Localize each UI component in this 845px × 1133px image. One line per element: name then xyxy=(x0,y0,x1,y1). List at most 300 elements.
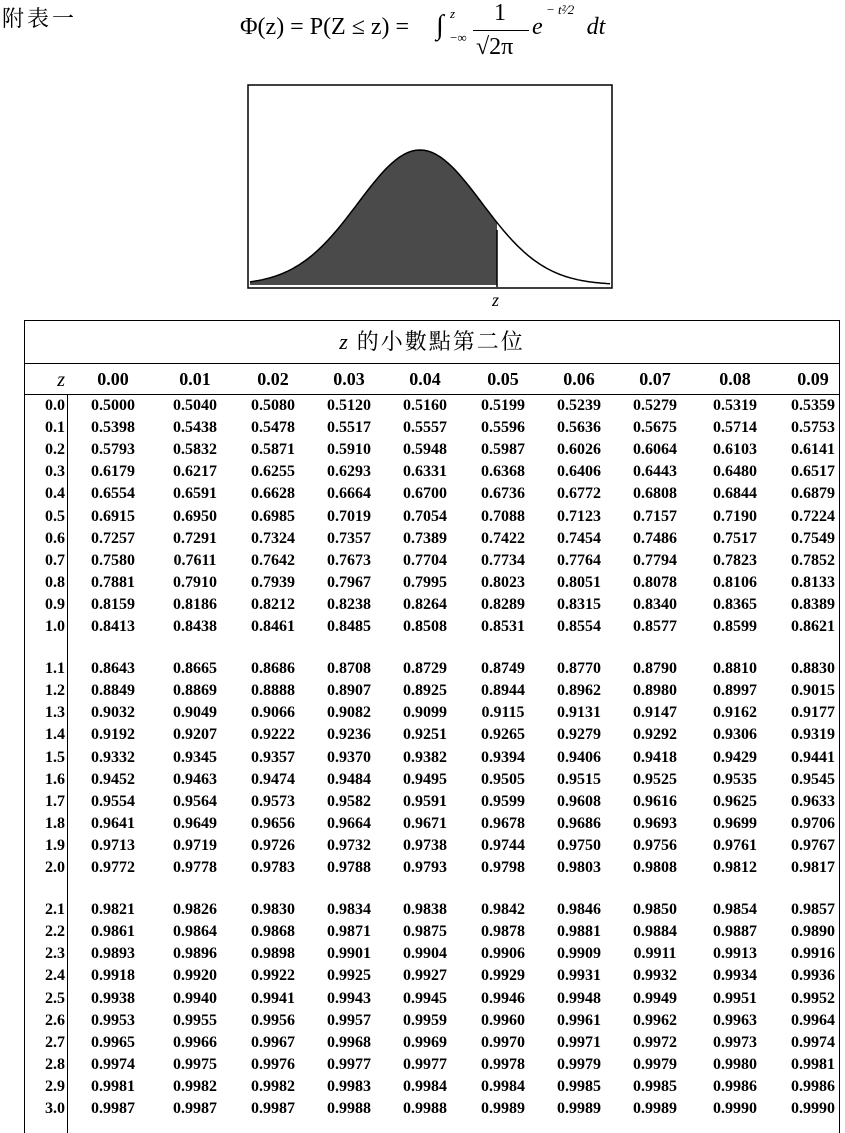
row-z-value: 2.3 xyxy=(45,945,65,963)
table-cell: 0.5239 xyxy=(557,397,601,414)
table-cell: 0.7517 xyxy=(713,529,757,547)
table-cell: 0.9633 xyxy=(791,792,835,810)
table-cell: 0.7734 xyxy=(481,551,525,569)
table-cell: 0.7389 xyxy=(403,529,447,547)
table-cell: 0.5359 xyxy=(791,397,835,414)
table-cell: 0.9756 xyxy=(633,836,677,854)
table-cell: 0.9978 xyxy=(481,1055,525,1073)
table-cell: 0.9990 xyxy=(791,1100,835,1117)
table-cell: 0.9826 xyxy=(173,901,217,919)
row-z-value: 2.1 xyxy=(45,901,65,919)
table-cell: 0.9222 xyxy=(251,726,295,744)
table-cell: 0.9946 xyxy=(481,989,525,1007)
normal-curve-diagram xyxy=(0,80,845,317)
row-z-value: 3.0 xyxy=(45,1100,65,1117)
table-cell: 0.5080 xyxy=(251,397,295,414)
table-cell: 0.8907 xyxy=(327,682,371,700)
table-cell: 0.9406 xyxy=(557,748,601,766)
table-cell: 0.9713 xyxy=(91,836,135,854)
table-cell: 0.7357 xyxy=(327,529,371,547)
table-cell: 0.9750 xyxy=(557,836,601,854)
table-cell: 0.5910 xyxy=(327,441,371,459)
table-cell: 0.7123 xyxy=(557,507,601,525)
table-cell: 0.9131 xyxy=(557,704,601,722)
table-cell: 0.9922 xyxy=(251,967,295,985)
table-row xyxy=(25,1056,839,1078)
table-cell: 0.9868 xyxy=(251,923,295,941)
table-row xyxy=(25,945,839,967)
table-cell: 0.9990 xyxy=(713,1100,757,1117)
table-cell: 0.6700 xyxy=(403,485,447,503)
table-cell: 0.9974 xyxy=(791,1033,835,1051)
table-cell: 0.8238 xyxy=(327,595,371,613)
table-cell: 0.8830 xyxy=(791,660,835,678)
table-row xyxy=(25,923,839,945)
table-row xyxy=(25,704,839,726)
table-cell: 0.9441 xyxy=(791,748,835,766)
row-z-value: 0.2 xyxy=(45,441,65,459)
table-cell: 0.6517 xyxy=(791,463,835,481)
table-cell: 0.8621 xyxy=(791,618,835,635)
table-cell: 0.9177 xyxy=(791,704,835,722)
table-cell: 0.9982 xyxy=(173,1077,217,1095)
table-cell: 0.8438 xyxy=(173,618,217,635)
table-cell: 0.9956 xyxy=(251,1011,295,1029)
row-z-value: 0.0 xyxy=(45,397,65,414)
column-header: 0.07 xyxy=(639,369,671,389)
table-cell: 0.8531 xyxy=(481,618,525,635)
table-cell: 0.9972 xyxy=(633,1033,677,1051)
row-z-value: 1.2 xyxy=(45,682,65,700)
table-cell: 0.6368 xyxy=(481,463,525,481)
table-row xyxy=(25,574,839,596)
row-z-value: 1.0 xyxy=(45,618,65,635)
table-cell: 0.6179 xyxy=(91,463,135,481)
table-cell: 0.9981 xyxy=(791,1055,835,1073)
table-cell: 0.7823 xyxy=(713,551,757,569)
table-row xyxy=(25,530,839,552)
table-cell: 0.5319 xyxy=(713,397,757,414)
table-cell: 0.8790 xyxy=(633,660,677,678)
table-cell: 0.6480 xyxy=(713,463,757,481)
table-cell: 0.8264 xyxy=(403,595,447,613)
table-cell: 0.9812 xyxy=(713,859,757,876)
row-z-value: 1.4 xyxy=(45,726,65,744)
table-cell: 0.9803 xyxy=(557,859,601,876)
row-z-value: 2.9 xyxy=(45,1077,65,1095)
table-cell: 0.9706 xyxy=(791,814,835,832)
table-cell: 0.6628 xyxy=(251,485,295,503)
table-cell: 0.9974 xyxy=(91,1055,135,1073)
table-cell: 0.9987 xyxy=(91,1100,135,1117)
table-cell: 0.8849 xyxy=(91,682,135,700)
row-z-value: 0.9 xyxy=(45,595,65,613)
cdf-formula xyxy=(240,0,660,70)
table-cell: 0.9678 xyxy=(481,814,525,832)
table-cell: 0.6141 xyxy=(791,441,835,459)
table-cell: 0.5871 xyxy=(251,441,295,459)
table-row xyxy=(25,596,839,618)
table-cell: 0.8023 xyxy=(481,573,525,591)
table-cell: 0.9970 xyxy=(481,1033,525,1051)
table-cell: 0.9535 xyxy=(713,770,757,788)
table-row xyxy=(25,682,839,704)
table-cell: 0.9664 xyxy=(327,814,371,832)
table-cell: 0.8389 xyxy=(791,595,835,613)
row-z-value: 1.5 xyxy=(45,748,65,766)
table-cell: 0.5714 xyxy=(713,419,757,437)
table-cell: 0.9192 xyxy=(91,726,135,744)
table-row xyxy=(25,552,839,574)
table-cell: 0.6217 xyxy=(173,463,217,481)
table-row xyxy=(25,859,839,881)
table-cell: 0.9066 xyxy=(251,704,295,722)
table-cell: 0.9474 xyxy=(251,770,295,788)
table-cell: 0.7422 xyxy=(481,529,525,547)
table-cell: 0.6772 xyxy=(557,485,601,503)
table-row xyxy=(25,441,839,463)
row-z-value: 1.8 xyxy=(45,814,65,832)
table-cell: 0.9941 xyxy=(251,989,295,1007)
table-cell: 0.9940 xyxy=(173,989,217,1007)
table-cell: 0.7088 xyxy=(481,507,525,525)
row-z-value: 1.3 xyxy=(45,704,65,722)
table-cell: 0.5040 xyxy=(173,397,217,414)
table-cell: 0.9871 xyxy=(327,923,371,941)
table-cell: 0.9382 xyxy=(403,748,447,766)
table-cell: 0.9564 xyxy=(173,792,217,810)
table-cell: 0.8686 xyxy=(251,660,295,678)
table-cell: 0.9292 xyxy=(633,726,677,744)
table-cell: 0.9957 xyxy=(327,1011,371,1029)
table-cell: 0.9976 xyxy=(251,1055,295,1073)
table-cell: 0.8461 xyxy=(251,618,295,635)
table-cell: 0.8643 xyxy=(91,660,135,678)
formula-denominator: √2π xyxy=(476,34,514,60)
table-cell: 0.9834 xyxy=(327,901,371,919)
table-cell: 0.8289 xyxy=(481,595,525,613)
table-cell: 0.6331 xyxy=(403,463,447,481)
row-z-value: 0.1 xyxy=(45,419,65,437)
table-cell: 0.9357 xyxy=(251,748,295,766)
table-cell: 0.9793 xyxy=(403,859,447,876)
table-cell: 0.7486 xyxy=(633,529,677,547)
table-cell: 0.9984 xyxy=(403,1077,447,1095)
row-z-value: 0.5 xyxy=(45,507,65,525)
table-cell: 0.5000 xyxy=(91,397,135,414)
table-cell: 0.6026 xyxy=(557,441,601,459)
formula-integral-sign: ∫ xyxy=(436,10,444,41)
table-cell: 0.8810 xyxy=(713,660,757,678)
table-cell: 0.9984 xyxy=(481,1077,525,1095)
table-cell: 0.9608 xyxy=(557,792,601,810)
table-cell: 0.9975 xyxy=(173,1055,217,1073)
table-cell: 0.9772 xyxy=(91,859,135,876)
table-cell: 0.5199 xyxy=(481,397,525,414)
table-cell: 0.6950 xyxy=(173,507,217,525)
table-cell: 0.9901 xyxy=(327,945,371,963)
table-cell: 0.9032 xyxy=(91,704,135,722)
table-row xyxy=(25,901,839,923)
table-cell: 0.9162 xyxy=(713,704,757,722)
table-cell: 0.6406 xyxy=(557,463,601,481)
table-cell: 0.9987 xyxy=(173,1100,217,1117)
row-z-value: 1.9 xyxy=(45,836,65,854)
column-header: 0.06 xyxy=(563,369,595,389)
table-cell: 0.7673 xyxy=(327,551,371,569)
table-cell: 0.9986 xyxy=(791,1077,835,1095)
table-cell: 0.8997 xyxy=(713,682,757,700)
table-cell: 0.6255 xyxy=(251,463,295,481)
table-cell: 0.9878 xyxy=(481,923,525,941)
table-cell: 0.9732 xyxy=(327,836,371,854)
row-z-value: 0.6 xyxy=(45,529,65,547)
formula-e: e xyxy=(532,14,543,40)
column-header: 0.04 xyxy=(409,369,441,389)
table-cell: 0.6844 xyxy=(713,485,757,503)
table-cell: 0.8340 xyxy=(633,595,677,613)
table-cell: 0.5753 xyxy=(791,419,835,437)
table-cell: 0.9616 xyxy=(633,792,677,810)
table-cell: 0.9967 xyxy=(251,1033,295,1051)
table-cell: 0.7324 xyxy=(251,529,295,547)
table-row xyxy=(25,837,839,859)
table-cell: 0.9686 xyxy=(557,814,601,832)
table-cell: 0.7580 xyxy=(91,551,135,569)
z-column-header: z xyxy=(57,369,65,391)
column-header: 0.09 xyxy=(797,369,829,389)
table-cell: 0.6808 xyxy=(633,485,677,503)
table-cell: 0.9979 xyxy=(557,1055,601,1073)
formula-exponent: − t²⁄2 xyxy=(546,2,575,17)
table-cell: 0.9977 xyxy=(403,1055,447,1073)
row-z-value: 2.8 xyxy=(45,1055,65,1073)
table-cell: 0.9525 xyxy=(633,770,677,788)
table-cell: 0.9931 xyxy=(557,967,601,985)
table-cell: 0.9989 xyxy=(557,1100,601,1117)
table-title xyxy=(25,321,839,364)
table-cell: 0.8944 xyxy=(481,682,525,700)
table-cell: 0.9981 xyxy=(91,1077,135,1095)
table-cell: 0.9988 xyxy=(327,1100,371,1117)
table-cell: 0.8186 xyxy=(173,595,217,613)
table-cell: 0.9429 xyxy=(713,748,757,766)
table-cell: 0.6443 xyxy=(633,463,677,481)
table-cell: 0.7910 xyxy=(173,573,217,591)
table-cell: 0.9719 xyxy=(173,836,217,854)
table-row xyxy=(25,990,839,1012)
table-cell: 0.8665 xyxy=(173,660,217,678)
table-cell: 0.8315 xyxy=(557,595,601,613)
table-cell: 0.9582 xyxy=(327,792,371,810)
table-cell: 0.9962 xyxy=(633,1011,677,1029)
table-row xyxy=(25,397,839,419)
table-cell: 0.9913 xyxy=(713,945,757,963)
table-cell: 0.9726 xyxy=(251,836,295,854)
formula-tail xyxy=(532,14,605,41)
row-z-value: 2.0 xyxy=(45,859,65,876)
table-cell: 0.5793 xyxy=(91,441,135,459)
table-cell: 0.6591 xyxy=(173,485,217,503)
table-cell: 0.9983 xyxy=(327,1077,371,1095)
column-header: 0.00 xyxy=(97,369,129,389)
table-cell: 0.8159 xyxy=(91,595,135,613)
table-row xyxy=(25,815,839,837)
table-cell: 0.9988 xyxy=(403,1100,447,1117)
table-cell: 0.9207 xyxy=(173,726,217,744)
table-cell: 0.5478 xyxy=(251,419,295,437)
table-cell: 0.9515 xyxy=(557,770,601,788)
table-cell: 0.9906 xyxy=(481,945,525,963)
table-cell: 0.9959 xyxy=(403,1011,447,1029)
table-cell: 0.9945 xyxy=(403,989,447,1007)
table-row xyxy=(25,967,839,989)
appendix-title: 附表一 xyxy=(2,7,78,32)
table-cell: 0.9099 xyxy=(403,704,447,722)
row-z-value: 0.8 xyxy=(45,573,65,591)
table-cell: 0.9861 xyxy=(91,923,135,941)
table-cell: 0.6736 xyxy=(481,485,525,503)
table-cell: 0.9896 xyxy=(173,945,217,963)
formula-numerator: 1 xyxy=(494,0,506,26)
formula-lhs: Φ(z) = P(Z ≤ z) = xyxy=(240,14,410,40)
table-cell: 0.8133 xyxy=(791,573,835,591)
row-z-value: 1.6 xyxy=(45,770,65,788)
table-cell: 0.5438 xyxy=(173,419,217,437)
table-cell: 0.9817 xyxy=(791,859,835,876)
table-row xyxy=(25,508,839,530)
table-cell: 0.9951 xyxy=(713,989,757,1007)
normal-curve-svg xyxy=(0,80,845,312)
table-cell: 0.9830 xyxy=(251,901,295,919)
table-cell: 0.9463 xyxy=(173,770,217,788)
table-cell: 0.9279 xyxy=(557,726,601,744)
table-cell: 0.9920 xyxy=(173,967,217,985)
table-cell: 0.9977 xyxy=(327,1055,371,1073)
table-cell: 0.9961 xyxy=(557,1011,601,1029)
table-cell: 0.9656 xyxy=(251,814,295,832)
table-cell: 0.8599 xyxy=(713,618,757,635)
table-row xyxy=(25,1078,839,1100)
row-z-value: 2.6 xyxy=(45,1011,65,1029)
table-cell: 0.9966 xyxy=(173,1033,217,1051)
table-cell: 0.9554 xyxy=(91,792,135,810)
table-cell: 0.7704 xyxy=(403,551,447,569)
table-cell: 0.8413 xyxy=(91,618,135,635)
table-cell: 0.9251 xyxy=(403,726,447,744)
table-cell: 0.9938 xyxy=(91,989,135,1007)
table-cell: 0.9573 xyxy=(251,792,295,810)
table-cell: 0.9934 xyxy=(713,967,757,985)
table-cell: 0.9980 xyxy=(713,1055,757,1073)
table-header-row xyxy=(25,364,839,395)
table-cell: 0.9693 xyxy=(633,814,677,832)
table-cell: 0.9699 xyxy=(713,814,757,832)
row-z-value: 2.2 xyxy=(45,923,65,941)
table-cell: 0.7019 xyxy=(327,507,371,525)
table-cell: 0.9821 xyxy=(91,901,135,919)
table-cell: 0.5160 xyxy=(403,397,447,414)
table-cell: 0.9625 xyxy=(713,792,757,810)
table-cell: 0.8365 xyxy=(713,595,757,613)
table-cell: 0.9452 xyxy=(91,770,135,788)
table-row xyxy=(25,771,839,793)
table-cell: 0.5832 xyxy=(173,441,217,459)
table-cell: 0.9306 xyxy=(713,726,757,744)
table-cell: 0.9909 xyxy=(557,945,601,963)
table-cell: 0.8925 xyxy=(403,682,447,700)
table-cell: 0.8485 xyxy=(327,618,371,635)
table-cell: 0.7224 xyxy=(791,507,835,525)
table-cell: 0.9857 xyxy=(791,901,835,919)
table-cell: 0.8508 xyxy=(403,618,447,635)
table-cell: 0.9911 xyxy=(633,945,677,963)
formula-fraction-bar xyxy=(473,30,529,31)
table-cell: 0.7190 xyxy=(713,507,757,525)
column-header: 0.05 xyxy=(487,369,519,389)
z-axis-label: z xyxy=(492,290,500,310)
table-cell: 0.5398 xyxy=(91,419,135,437)
formula-dt: dt xyxy=(586,14,606,40)
table-cell: 0.9953 xyxy=(91,1011,135,1029)
table-cell: 0.7642 xyxy=(251,551,295,569)
table-cell: 0.5279 xyxy=(633,397,677,414)
table-cell: 0.9649 xyxy=(173,814,217,832)
normal-table xyxy=(24,320,840,1133)
table-cell: 0.7939 xyxy=(251,573,295,591)
formula-lower-limit: −∞ xyxy=(450,30,467,45)
table-cell: 0.9890 xyxy=(791,923,835,941)
table-cell: 0.9842 xyxy=(481,901,525,919)
table-cell: 0.9964 xyxy=(791,1011,835,1029)
table-cell: 0.7611 xyxy=(173,551,217,569)
table-cell: 0.9345 xyxy=(173,748,217,766)
table-row xyxy=(25,1012,839,1034)
table-cell: 0.9798 xyxy=(481,859,525,876)
table-cell: 0.9854 xyxy=(713,901,757,919)
formula-upper-limit: z xyxy=(450,6,456,21)
table-cell: 0.8729 xyxy=(403,660,447,678)
table-cell: 0.9082 xyxy=(327,704,371,722)
table-cell: 0.9049 xyxy=(173,704,217,722)
table-cell: 0.9989 xyxy=(633,1100,677,1117)
table-cell: 0.9545 xyxy=(791,770,835,788)
column-header: 0.01 xyxy=(179,369,211,389)
table-cell: 0.9898 xyxy=(251,945,295,963)
table-row xyxy=(25,618,839,640)
table-row xyxy=(25,749,839,771)
table-cell: 0.9591 xyxy=(403,792,447,810)
table-cell: 0.7764 xyxy=(557,551,601,569)
table-cell: 0.6915 xyxy=(91,507,135,525)
column-header: 0.02 xyxy=(257,369,289,389)
table-cell: 0.6879 xyxy=(791,485,835,503)
table-cell: 0.6293 xyxy=(327,463,371,481)
table-cell: 0.9783 xyxy=(251,859,295,876)
table-cell: 0.7549 xyxy=(791,529,835,547)
column-header: 0.03 xyxy=(333,369,365,389)
table-cell: 0.7157 xyxy=(633,507,677,525)
table-cell: 0.9979 xyxy=(633,1055,677,1073)
table-cell: 0.6103 xyxy=(713,441,757,459)
table-cell: 0.6985 xyxy=(251,507,295,525)
table-row xyxy=(25,419,839,441)
table-cell: 0.8554 xyxy=(557,618,601,635)
table-cell: 0.8980 xyxy=(633,682,677,700)
row-z-value: 0.7 xyxy=(45,551,65,569)
table-cell: 0.9929 xyxy=(481,967,525,985)
table-cell: 0.6064 xyxy=(633,441,677,459)
